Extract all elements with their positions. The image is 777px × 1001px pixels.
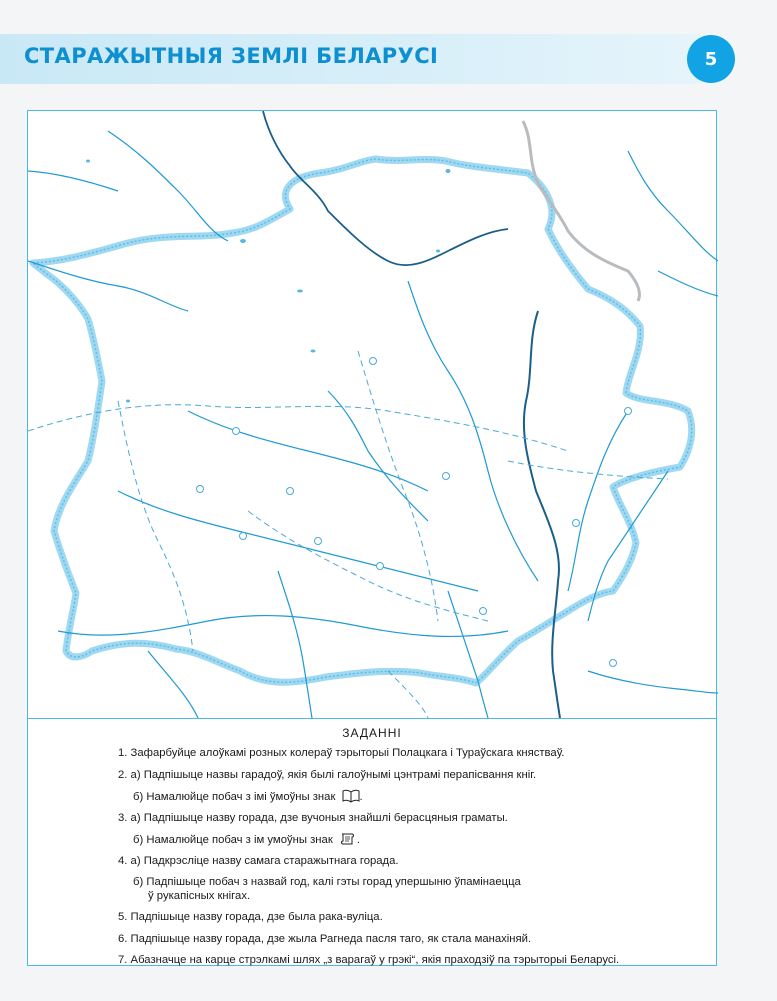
tasks-divider bbox=[28, 718, 716, 719]
task-6: 6. Падпішыце назву горада, дзе жыла Рагнеда пасля таго, як стала манахіняй. bbox=[118, 933, 532, 945]
task-5: 5. Падпішыце назву горада, дзе была рака-вуліца. bbox=[118, 911, 383, 923]
outline-map-icon bbox=[28, 111, 718, 718]
task-2b-end: . bbox=[359, 791, 363, 803]
task-2b-text: б) Намалюйце побач з імі ўмоўны знак bbox=[133, 791, 336, 803]
map-frame bbox=[27, 110, 717, 966]
task-4b-line2: ў рукапісных кнігах. bbox=[148, 890, 251, 902]
page-title: СТАРАЖЫТНЫЯ ЗЕМЛІ БЕЛАРУСІ bbox=[24, 44, 439, 68]
task-3a: 3. а) Падпішыце назву горада, дзе вучоныя знайшлі берасцяныя граматы. bbox=[118, 812, 508, 824]
task-3b bbox=[133, 832, 360, 847]
task-4a: 4. а) Падкрэсліце назву самага старажытнага горада. bbox=[118, 855, 399, 867]
open-book-icon bbox=[342, 789, 360, 803]
task-4b-line1: б) Падпішыце побач з назвай год, калі гэты горад упершыню ўпамінаецца bbox=[133, 876, 521, 888]
birch-bark-scroll-icon bbox=[339, 832, 357, 846]
task-2b bbox=[133, 789, 363, 804]
page-number-badge: 5 bbox=[687, 35, 735, 83]
task-2a: 2. а) Падпішыце назвы гарадоў, якія былі галоўнымі цэнтрамі перапісвання кніг. bbox=[118, 769, 537, 781]
task-3b-end: . bbox=[356, 834, 361, 846]
task-7: 7. Абазначце на карце стрэлкамі шлях „з варагаў у грэкі“, якія праходзіў па тэрыторыі Беларусі. bbox=[118, 954, 620, 966]
river-dnieper bbox=[524, 311, 560, 718]
task-3b-text: б) Намалюйце побач з ім умоўны знак bbox=[133, 834, 333, 846]
task-1: 1. Зафарбуйце алоўкамі розных колераў тэрыторыі Полацкага і Тураўскага княстваў. bbox=[118, 747, 565, 759]
tasks-heading: ЗАДАННІ bbox=[342, 726, 402, 740]
